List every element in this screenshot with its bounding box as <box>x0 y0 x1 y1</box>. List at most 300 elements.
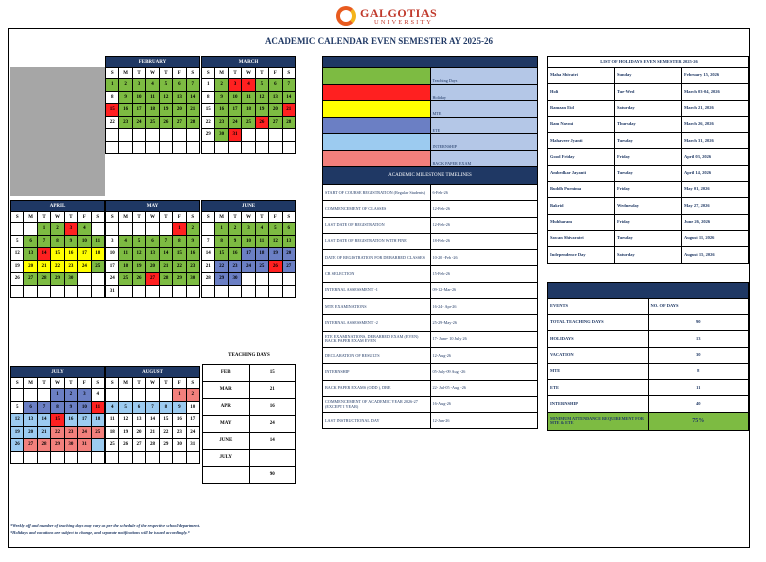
day-cell <box>269 129 282 142</box>
day-cell: 13 <box>24 414 37 427</box>
summary-days: 11 <box>648 380 749 396</box>
calendar-february <box>105 56 200 154</box>
day-cell: 11 <box>91 401 104 414</box>
logo-mark-icon <box>336 6 356 26</box>
day-cell: 10 <box>78 401 91 414</box>
day-cell <box>146 141 159 154</box>
milestone-event: INTERNAL ASSESSMENT -1 <box>323 282 431 298</box>
day-cell: 2 <box>51 223 64 236</box>
month-name: MAY <box>106 201 200 212</box>
day-cell: 15 <box>202 104 215 117</box>
calendar-august <box>105 366 200 464</box>
milestone-event: COMMENCEMENT OF ACADEMIC YEAR 2026-27 (EXCEPT I YEAR) <box>323 396 431 412</box>
weekday-label: F <box>173 68 186 79</box>
day-cell: 31 <box>228 129 241 142</box>
day-cell: 20 <box>146 260 159 273</box>
weekday-label: S <box>106 68 119 79</box>
day-cell: 17 <box>78 248 91 261</box>
day-cell: 16 <box>173 414 186 427</box>
day-cell: 14 <box>159 248 172 261</box>
day-cell: 24 <box>186 426 199 439</box>
day-cell: 8 <box>159 401 172 414</box>
day-cell: 17 <box>228 104 241 117</box>
td-month: JUNE <box>203 432 250 449</box>
day-cell: 13 <box>146 248 159 261</box>
day-cell: 11 <box>119 248 132 261</box>
calendar-march <box>201 56 296 154</box>
day-cell <box>106 141 119 154</box>
day-cell: 24 <box>132 116 145 129</box>
min-attendance-label: MINIMUM ATTENDANCE REQUIREMENT FOR MTE & ETE <box>548 412 649 430</box>
day-cell <box>159 129 172 142</box>
day-cell: 2 <box>215 79 228 92</box>
day-cell <box>37 451 50 464</box>
month-name: JUNE <box>202 201 296 212</box>
day-cell <box>91 273 104 286</box>
day-cell: 11 <box>242 91 255 104</box>
day-cell <box>186 129 199 142</box>
day-cell: 13 <box>24 248 37 261</box>
weekday-label: M <box>119 378 132 389</box>
summary-table <box>547 282 749 431</box>
legend-label: MTE <box>430 101 538 118</box>
month-name: JULY <box>11 367 105 378</box>
day-cell: 13 <box>132 414 145 427</box>
weekday-label: S <box>106 212 119 223</box>
day-cell: 27 <box>24 439 37 452</box>
legend-table <box>322 56 538 167</box>
day-cell <box>146 451 159 464</box>
day-cell <box>255 141 268 154</box>
weekday-label: W <box>242 68 255 79</box>
weekday-label: S <box>282 68 295 79</box>
weekday-label: T <box>228 68 241 79</box>
day-cell: 30 <box>64 273 77 286</box>
day-cell <box>228 285 241 298</box>
summary-event: VACATION <box>548 347 649 363</box>
milestone-event: BACK PAPER EXAMS (ODD ), DBE <box>323 380 431 396</box>
holiday-name: Bakrid <box>548 198 615 214</box>
day-cell: 22 <box>106 116 119 129</box>
holiday-date: February 15, 2026 <box>682 68 749 84</box>
day-cell: 22 <box>51 260 64 273</box>
weekday-label: M <box>24 378 37 389</box>
day-cell <box>106 223 119 236</box>
day-cell: 11 <box>255 235 268 248</box>
day-cell <box>119 451 132 464</box>
day-cell: 24 <box>78 426 91 439</box>
day-cell: 12 <box>11 414 24 427</box>
day-cell: 4 <box>106 401 119 414</box>
day-cell: 15 <box>173 248 186 261</box>
day-cell: 12 <box>119 414 132 427</box>
summary-event: INTERNSHIP <box>548 396 649 412</box>
weekday-label: S <box>202 68 215 79</box>
holiday-date: March 26, 2026 <box>682 116 749 132</box>
day-cell: 16 <box>119 104 132 117</box>
td-total: 90 <box>249 466 296 483</box>
day-cell <box>269 285 282 298</box>
day-cell: 16 <box>215 104 228 117</box>
day-cell: 2 <box>186 223 199 236</box>
day-cell <box>24 389 37 402</box>
brand-name: GALGOTIAS <box>360 6 438 20</box>
day-cell: 24 <box>78 260 91 273</box>
day-cell <box>282 141 295 154</box>
day-cell <box>159 223 172 236</box>
day-cell: 15 <box>215 248 228 261</box>
holidays-table <box>547 56 749 264</box>
day-cell: 27 <box>269 116 282 129</box>
day-cell: 1 <box>215 223 228 236</box>
weekday-label: T <box>64 212 77 223</box>
milestone-date: 17- June- 10 July 26 <box>430 331 538 347</box>
day-cell: 25 <box>91 260 104 273</box>
weekday-label: F <box>269 68 282 79</box>
day-cell: 14 <box>186 91 199 104</box>
day-cell: 9 <box>215 91 228 104</box>
day-cell <box>186 285 199 298</box>
milestone-event: COMMENCEMENT OF CLASSES <box>323 201 431 217</box>
day-cell: 9 <box>64 401 77 414</box>
day-cell: 14 <box>146 414 159 427</box>
weekday-label: T <box>132 378 145 389</box>
holiday-name: Buddh Purnima <box>548 182 615 198</box>
day-cell: 5 <box>269 223 282 236</box>
weekday-label: S <box>202 212 215 223</box>
day-cell <box>132 141 145 154</box>
day-cell: 18 <box>119 260 132 273</box>
day-cell: 10 <box>186 401 199 414</box>
day-cell: 8 <box>215 235 228 248</box>
day-cell: 4 <box>146 79 159 92</box>
day-cell: 7 <box>146 401 159 414</box>
day-cell: 11 <box>146 91 159 104</box>
td-total-label <box>203 466 250 483</box>
day-cell: 1 <box>202 79 215 92</box>
day-cell: 30 <box>228 273 241 286</box>
milestone-date: 6-Feb-26 <box>430 185 538 201</box>
gray-block <box>10 67 105 196</box>
weekday-label: F <box>173 378 186 389</box>
day-cell <box>37 285 50 298</box>
weekday-label: T <box>255 212 268 223</box>
day-cell: 9 <box>64 235 77 248</box>
day-cell: 20 <box>173 104 186 117</box>
holiday-name: Ramzan Eid <box>548 100 615 116</box>
day-cell: 16 <box>64 414 77 427</box>
weekday-label: S <box>11 212 24 223</box>
day-cell: 4 <box>119 235 132 248</box>
note-2: *Holidays and vacations are subject to change, and separate notifications will be issued accordingly.* <box>10 530 190 535</box>
day-cell: 30 <box>186 273 199 286</box>
day-cell <box>173 451 186 464</box>
day-cell: 13 <box>269 91 282 104</box>
td-month: JULY <box>203 449 250 466</box>
day-cell: 23 <box>119 116 132 129</box>
day-cell: 23 <box>173 426 186 439</box>
milestone-date: 12-Jun-26 <box>430 413 538 429</box>
day-cell: 14 <box>202 248 215 261</box>
day-cell <box>242 285 255 298</box>
day-cell <box>255 129 268 142</box>
weekday-label: S <box>186 212 199 223</box>
day-cell: 29 <box>51 439 64 452</box>
day-cell: 29 <box>159 439 172 452</box>
legend-swatch <box>323 101 431 118</box>
day-cell: 4 <box>255 223 268 236</box>
day-cell: 30 <box>64 439 77 452</box>
milestone-event: INTERNSHIP <box>323 364 431 380</box>
min-attendance-value: 75% <box>648 412 749 430</box>
day-cell: 8 <box>173 235 186 248</box>
holiday-day: Saturday <box>615 247 682 263</box>
day-cell: 28 <box>37 273 50 286</box>
day-cell: 7 <box>37 401 50 414</box>
day-cell: 4 <box>242 79 255 92</box>
day-cell: 28 <box>37 439 50 452</box>
day-cell: 30 <box>215 129 228 142</box>
day-cell <box>51 451 64 464</box>
day-cell: 19 <box>11 260 24 273</box>
day-cell <box>132 389 145 402</box>
day-cell <box>215 285 228 298</box>
day-cell: 28 <box>159 273 172 286</box>
day-cell: 6 <box>269 79 282 92</box>
td-count: 15 <box>249 364 296 381</box>
day-cell: 29 <box>173 273 186 286</box>
day-cell: 23 <box>64 260 77 273</box>
milestone-date: 09-12-Mar-26 <box>430 282 538 298</box>
milestone-date: 12-Aug-26 <box>430 347 538 363</box>
calendar-may <box>105 200 200 298</box>
day-cell <box>186 141 199 154</box>
day-cell: 17 <box>78 414 91 427</box>
day-cell: 1 <box>37 223 50 236</box>
summary-col: NO. OF DAYS <box>648 299 749 315</box>
day-cell <box>24 223 37 236</box>
day-cell: 17 <box>186 414 199 427</box>
day-cell <box>173 285 186 298</box>
td-count: 16 <box>249 398 296 415</box>
day-cell <box>173 129 186 142</box>
day-cell: 25 <box>119 273 132 286</box>
td-count: 21 <box>249 381 296 398</box>
day-cell: 19 <box>269 248 282 261</box>
weekday-label: F <box>173 212 186 223</box>
weekday-label: T <box>37 212 50 223</box>
day-cell: 19 <box>132 260 145 273</box>
legend-swatch <box>323 84 431 101</box>
day-cell <box>24 451 37 464</box>
holiday-date: March 21, 2026 <box>682 100 749 116</box>
day-cell: 5 <box>132 235 145 248</box>
holiday-name: Independence Day <box>548 247 615 263</box>
day-cell: 25 <box>146 116 159 129</box>
day-cell <box>282 129 295 142</box>
day-cell: 16 <box>228 248 241 261</box>
day-cell <box>132 223 145 236</box>
td-month: APR <box>203 398 250 415</box>
day-cell: 27 <box>24 273 37 286</box>
day-cell: 25 <box>242 116 255 129</box>
day-cell: 19 <box>159 104 172 117</box>
day-cell: 9 <box>119 91 132 104</box>
weekday-label: T <box>132 68 145 79</box>
day-cell: 7 <box>159 235 172 248</box>
summary-days: 40 <box>648 396 749 412</box>
day-cell <box>11 451 24 464</box>
day-cell: 7 <box>186 79 199 92</box>
day-cell: 3 <box>242 223 255 236</box>
day-cell <box>255 285 268 298</box>
holiday-day: Friday <box>615 214 682 230</box>
holiday-name: Muhharam <box>548 214 615 230</box>
day-cell: 15 <box>51 414 64 427</box>
legend-label: BACK PAPER EXAM <box>430 150 538 167</box>
day-cell: 6 <box>173 79 186 92</box>
legend-label: ETE <box>430 117 538 134</box>
weekday-label: M <box>24 212 37 223</box>
summary-event: HOLIDAYS <box>548 331 649 347</box>
day-cell <box>106 389 119 402</box>
holiday-name: Mahaveer Jyanti <box>548 133 615 149</box>
day-cell: 29 <box>202 129 215 142</box>
day-cell <box>282 285 295 298</box>
day-cell: 25 <box>255 260 268 273</box>
holiday-day: Thursday <box>615 116 682 132</box>
day-cell <box>91 223 104 236</box>
day-cell <box>269 141 282 154</box>
day-cell: 20 <box>269 104 282 117</box>
day-cell <box>64 285 77 298</box>
day-cell <box>119 141 132 154</box>
day-cell: 20 <box>24 260 37 273</box>
milestone-event: DECLARATION OF RESULTS <box>323 347 431 363</box>
holiday-name: Holi <box>548 84 615 100</box>
day-cell <box>215 141 228 154</box>
day-cell: 5 <box>159 79 172 92</box>
day-cell <box>106 451 119 464</box>
holiday-date: May 27, 2026 <box>682 198 749 214</box>
day-cell: 1 <box>173 223 186 236</box>
weekday-label: W <box>146 68 159 79</box>
day-cell: 21 <box>146 426 159 439</box>
day-cell: 2 <box>228 223 241 236</box>
day-cell: 15 <box>51 248 64 261</box>
day-cell: 31 <box>78 439 91 452</box>
day-cell: 18 <box>91 248 104 261</box>
weekday-label: S <box>282 212 295 223</box>
day-cell: 2 <box>119 79 132 92</box>
legend-label: INTERNSHIP <box>430 134 538 151</box>
day-cell: 21 <box>37 260 50 273</box>
td-count: 14 <box>249 432 296 449</box>
day-cell: 20 <box>282 248 295 261</box>
day-cell <box>173 141 186 154</box>
day-cell: 3 <box>132 79 145 92</box>
holiday-name: Good Friday <box>548 149 615 165</box>
day-cell <box>119 285 132 298</box>
weekday-label: W <box>146 378 159 389</box>
day-cell <box>202 141 215 154</box>
day-cell <box>106 129 119 142</box>
day-cell: 2 <box>186 389 199 402</box>
milestone-date: 05-July-09 Aug -26 <box>430 364 538 380</box>
day-cell: 26 <box>159 116 172 129</box>
td-count: 24 <box>249 415 296 432</box>
day-cell <box>146 285 159 298</box>
holidays-header: LIST OF HOLIDAYS EVEN SEMESTER 2025-26 <box>548 57 749 68</box>
day-cell: 3 <box>78 389 91 402</box>
milestone-date: 10-20 -Feb -26 <box>430 250 538 266</box>
milestone-event: INTERNAL ASSESSMENT -2 <box>323 315 431 331</box>
day-cell <box>159 285 172 298</box>
day-cell: 8 <box>51 401 64 414</box>
day-cell: 8 <box>202 91 215 104</box>
milestone-date: 22- Jul-05 -Aug -26 <box>430 380 538 396</box>
day-cell <box>146 223 159 236</box>
month-name: MARCH <box>202 57 296 68</box>
day-cell <box>282 273 295 286</box>
day-cell: 23 <box>186 260 199 273</box>
day-cell: 17 <box>242 248 255 261</box>
day-cell: 6 <box>24 235 37 248</box>
day-cell: 20 <box>24 426 37 439</box>
day-cell: 21 <box>186 104 199 117</box>
day-cell <box>37 389 50 402</box>
day-cell: 15 <box>106 104 119 117</box>
milestone-event: LAST DATE OF REGISTRATION WITH FINE <box>323 233 431 249</box>
day-cell: 1 <box>106 79 119 92</box>
day-cell <box>202 223 215 236</box>
day-cell <box>91 439 104 452</box>
day-cell: 24 <box>228 116 241 129</box>
holiday-name: Sawan Shivaratri <box>548 230 615 246</box>
legend-swatch <box>323 134 431 151</box>
day-cell: 23 <box>228 260 241 273</box>
calendar-june <box>201 200 296 298</box>
day-cell <box>186 451 199 464</box>
summary-days: 90 <box>648 315 749 331</box>
day-cell: 12 <box>255 91 268 104</box>
day-cell: 14 <box>37 414 50 427</box>
day-cell: 5 <box>255 79 268 92</box>
td-count <box>249 449 296 466</box>
day-cell: 19 <box>11 426 24 439</box>
day-cell: 2 <box>64 389 77 402</box>
day-cell: 22 <box>215 260 228 273</box>
holiday-day: Tuesday <box>615 165 682 181</box>
holiday-day: Tuesday <box>615 230 682 246</box>
legend-swatch <box>323 150 431 167</box>
weekday-label: S <box>91 212 104 223</box>
day-cell <box>159 389 172 402</box>
weekday-label: F <box>269 212 282 223</box>
holiday-date: March 03-04, 2026 <box>682 84 749 100</box>
day-cell <box>255 273 268 286</box>
day-cell <box>146 129 159 142</box>
day-cell: 10 <box>78 235 91 248</box>
day-cell: 24 <box>106 273 119 286</box>
legend-header: LEGEND <box>323 57 538 68</box>
day-cell: 11 <box>106 414 119 427</box>
weekday-label: W <box>146 212 159 223</box>
day-cell: 23 <box>64 426 77 439</box>
weekday-label: F <box>78 212 91 223</box>
day-cell: 5 <box>11 235 24 248</box>
day-cell: 27 <box>282 260 295 273</box>
